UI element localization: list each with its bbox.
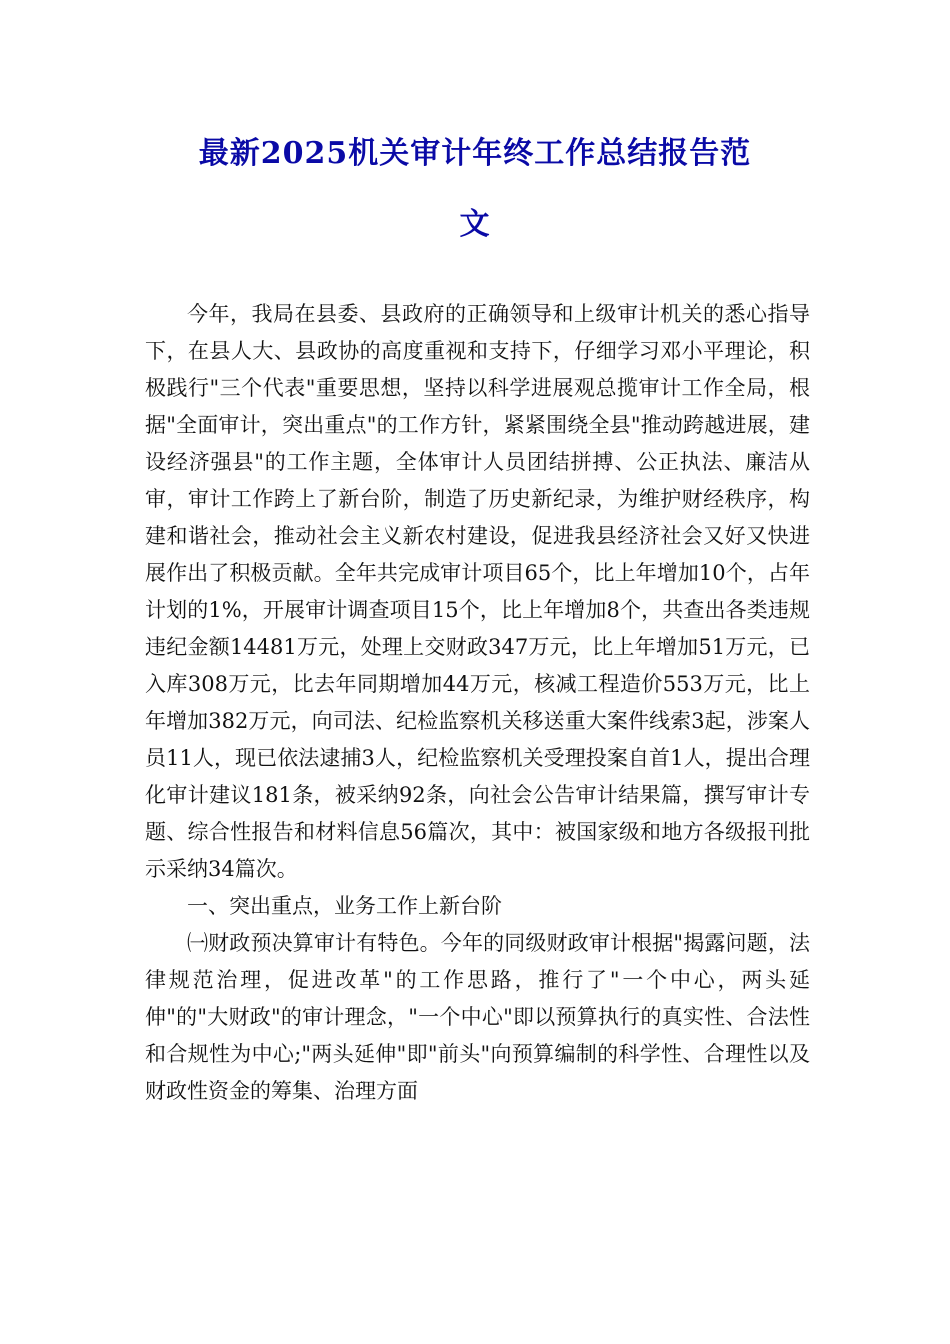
- section-heading-1: 一、突出重点，业务工作上新台阶: [187, 894, 502, 918]
- document-title-line-1: 最新2025机关审计年终工作总结报告范: [198, 136, 752, 171]
- paragraph-fiscal-audit: ㈠财政预决算审计有特色。今年的同级财政审计根据"揭露问题，法律规范治理，促进改革"的工作思路，推行了"一个中心，两头延伸"的"大财政"的审计理念，"一个中心"即以预算执行的真实性、合法性和合规性为中心;"两头延伸"即"前头"向预算编制的科学性、合理性以及财政性资金的筹集、治理方面: [145, 931, 810, 1103]
- paragraph-intro: 今年，我局在县委、县政府的正确领导和上级审计机关的悉心指导下，在县人大、县政协的高度重视和支持下，仔细学习邓小平理论，积极践行"三个代表"重要思想，坚持以科学进展观总揽审计工作全局，根据"全面审计，突出重点"的工作方针，紧紧围绕全县"推动跨越进展，建设经济强县"的工作主题，全体审计人员团结拼搏、公正执法、廉洁从审，审计工作跨上了新台阶，制造了历史新纪录，为维护财经秩序，构建和谐社会，推动社会主义新农村建设，促进我县经济社会又好又快进展作出了积极贡献。全年共完成审计项目65个，比上年增加10个，占年计划的1%，开展审计调查项目15个，比上年增加8个，共查出各类违规违纪金额14481万元，处理上交财政347万元，比上年增加51万元，已入库308万元，比去年同期增加44万元，核减工程造价553万元，比上年增加382万元，向司法、纪检监察机关移送重大案件线索3起，涉案人员11人，现已依法逮捕3人，纪检监察机关受理投案自首1人，提出合理化审计建议181条，被采纳92条，向社会公告审计结果篇，撰写审计专题、综合性报告和材料信息56篇次，其中：被国家级和地方各级报刊批示采纳34篇次。: [145, 302, 810, 881]
- document-title-line-2: 文: [459, 207, 491, 242]
- document-body: [145, 296, 810, 1110]
